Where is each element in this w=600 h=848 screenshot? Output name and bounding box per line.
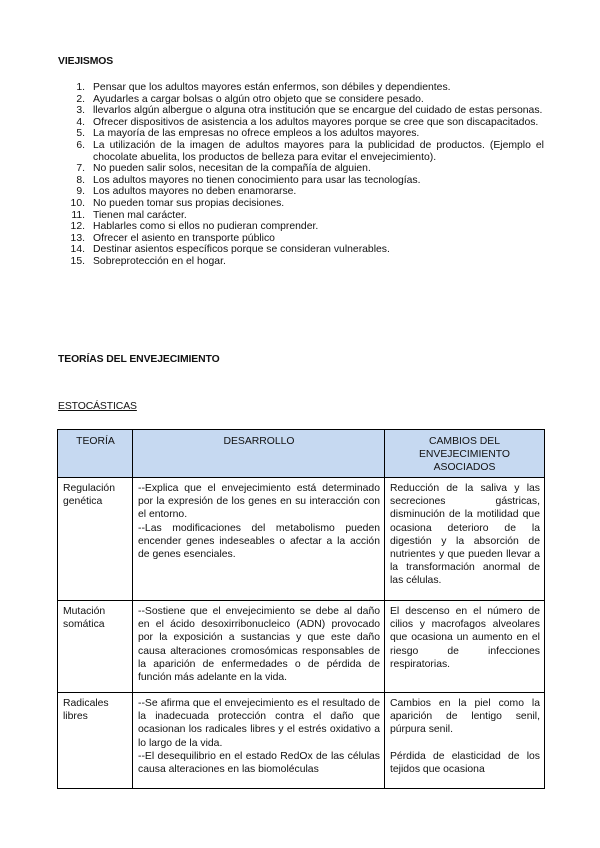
- list-item: 4. Ofrecer dispositivos de asistencia a los adultos mayores porque se cree que son discapacitados.: [76, 116, 539, 128]
- list-item-text: Ofrecer el asiento en transporte público: [93, 232, 275, 244]
- theories-table: [57, 429, 545, 789]
- table-row: [58, 478, 545, 601]
- list-item: 2. Ayudarles a cargar bolsas o algún otro objeto que se considere pesado.: [76, 93, 424, 105]
- list-item: 6. La utilización de la imagen de adultos mayores para la publicidad de productos. (Ejemplo el chocolate abuelita, los productos de belleza para evitar el envejecimiento).: [76, 139, 544, 163]
- viejismos-list: [58, 82, 544, 268]
- cambios-paragraph: El descenso en el número de cilios y macrofagos alveolares que ocasiona un aumento en el riesgo de infecciones respiratorias.: [390, 606, 540, 670]
- header-cambios: CAMBIOS DEL ENVEJECIMIENTO ASOCIADOS: [385, 430, 545, 478]
- desarrollo-paragraph: --Explica que el envejecimiento está determinado por la expresión de los genes en su interacción con el entorno.: [138, 483, 380, 521]
- list-item-text: Ofrecer dispositivos de asistencia a los adultos mayores porque se cree que son discapacitados.: [93, 116, 539, 128]
- list-item-text: Ayudarles a cargar bolsas o algún otro objeto que se considere pesado.: [93, 93, 424, 105]
- list-item: 15. Sobreprotección en el hogar.: [70, 255, 226, 267]
- list-item: 14. Destinar asientos específicos porque se consideran vulnerables.: [70, 244, 390, 256]
- list-item-text: Hablarles como si ellos no pudieran comprender.: [93, 221, 319, 233]
- list-item-text: Los adultos mayores no deben enamorarse.: [93, 186, 297, 198]
- cambios-paragraph: Pérdida de elasticidad de los tejidos que ocasiona: [390, 750, 540, 775]
- cell-cambios: [385, 693, 545, 789]
- subsection-title-estocasticas: ESTOCÁSTICAS: [58, 401, 137, 412]
- list-item: 9. Los adultos mayores no deben enamorarse.: [76, 186, 297, 198]
- desarrollo-paragraph: --Sostiene que el envejecimiento se debe al daño en el ácido desoxirribonucleico (ADN) provocado por la exposición a sustancias y que este daño causa alteraciones cromosómicas responsables de la aparición de enfermedades o de pérdida de función más adelante en la vida.: [138, 606, 380, 683]
- cell-teoria: Radicales libres: [58, 693, 133, 789]
- cell-teoria: Mutación somática: [58, 601, 133, 693]
- cell-desarrollo: [133, 601, 385, 693]
- list-item: 13. Ofrecer el asiento en transporte público: [70, 232, 275, 244]
- list-item-text: Sobreprotección en el hogar.: [93, 255, 226, 267]
- cell-desarrollo: [133, 693, 385, 789]
- desarrollo-paragraph: --Las modificaciones del metabolismo pueden encender genes indeseables o afectar a la acción de genes esenciales.: [138, 522, 380, 560]
- cambios-paragraph: Cambios en la piel como la aparición de lentigo senil, púrpura senil.: [390, 698, 540, 736]
- list-item: 8. Los adultos mayores no tienen conocimiento para usar las tecnologías.: [76, 174, 421, 186]
- list-item-text: La mayoría de las empresas no ofrece empleos a los adultos mayores.: [93, 128, 420, 140]
- list-item: 3. llevarlos algún albergue o alguna otra institución que se encargue del cuidado de estas personas.: [76, 105, 543, 117]
- list-item-text: La utilización de la imagen de adultos mayores para la publicidad de productos. (Ejemplo el chocolate abuelita, los productos de belleza para evitar el envejecimiento).: [93, 139, 544, 163]
- list-item: 1. Pensar que los adultos mayores están enfermos, son débiles y dependientes.: [76, 82, 451, 93]
- list-item-text: Los adultos mayores no tienen conocimiento para usar las tecnologías.: [93, 174, 421, 186]
- desarrollo-paragraph: --Se afirma que el envejecimiento es el resultado de la inadecuada protección contra el daño que ocasionan los radicales libres y el estrés oxidativo a lo largo de la vida.: [138, 698, 380, 749]
- cell-teoria: Regulación genética: [58, 478, 133, 601]
- table-header-row: [58, 430, 545, 478]
- list-item-text: Tienen mal carácter.: [93, 209, 187, 221]
- cell-cambios: [385, 601, 545, 693]
- header-teoria: TEORÍA: [58, 430, 133, 478]
- cell-desarrollo: [133, 478, 385, 601]
- section-title-teorias: TEORÍAS DEL ENVEJECIMIENTO: [58, 354, 220, 365]
- list-item: 12. Hablarles como si ellos no pudieran comprender.: [70, 221, 319, 233]
- list-item-text: No pueden salir solos, necesitan de la compañía de alguien.: [93, 163, 371, 175]
- list-item: 7. No pueden salir solos, necesitan de la compañía de alguien.: [76, 163, 371, 175]
- section-title-viejismos: VIEJISMOS: [58, 56, 114, 67]
- cambios-paragraph: Reducción de la saliva y las secreciones gástricas, disminución de la motilidad que ocasiona deterioro de la digestión y la absorción de nutrientes y que pueden llevar a la transformación anormal de las células.: [390, 483, 540, 586]
- list-item: 11. Tienen mal carácter.: [71, 209, 187, 221]
- table-row: [58, 693, 545, 789]
- list-item-text: llevarlos algún albergue o alguna otra institución que se encargue del cuidado de estas personas.: [93, 105, 543, 117]
- list-item: 10. No pueden tomar sus propias decisiones.: [70, 197, 285, 209]
- cell-cambios: [385, 478, 545, 601]
- desarrollo-paragraph: --El desequilibrio en el estado RedOx de las células causa alteraciones en las biomoléculas: [138, 750, 380, 775]
- list-item-text: No pueden tomar sus propias decisiones.: [93, 197, 285, 209]
- list-item: 5. La mayoría de las empresas no ofrece empleos a los adultos mayores.: [76, 128, 420, 140]
- header-desarrollo: DESARROLLO: [133, 430, 385, 478]
- list-item-text: Pensar que los adultos mayores están enfermos, son débiles y dependientes.: [93, 82, 451, 93]
- table-row: [58, 601, 545, 693]
- list-item-text: Destinar asientos específicos porque se consideran vulnerables.: [93, 244, 390, 256]
